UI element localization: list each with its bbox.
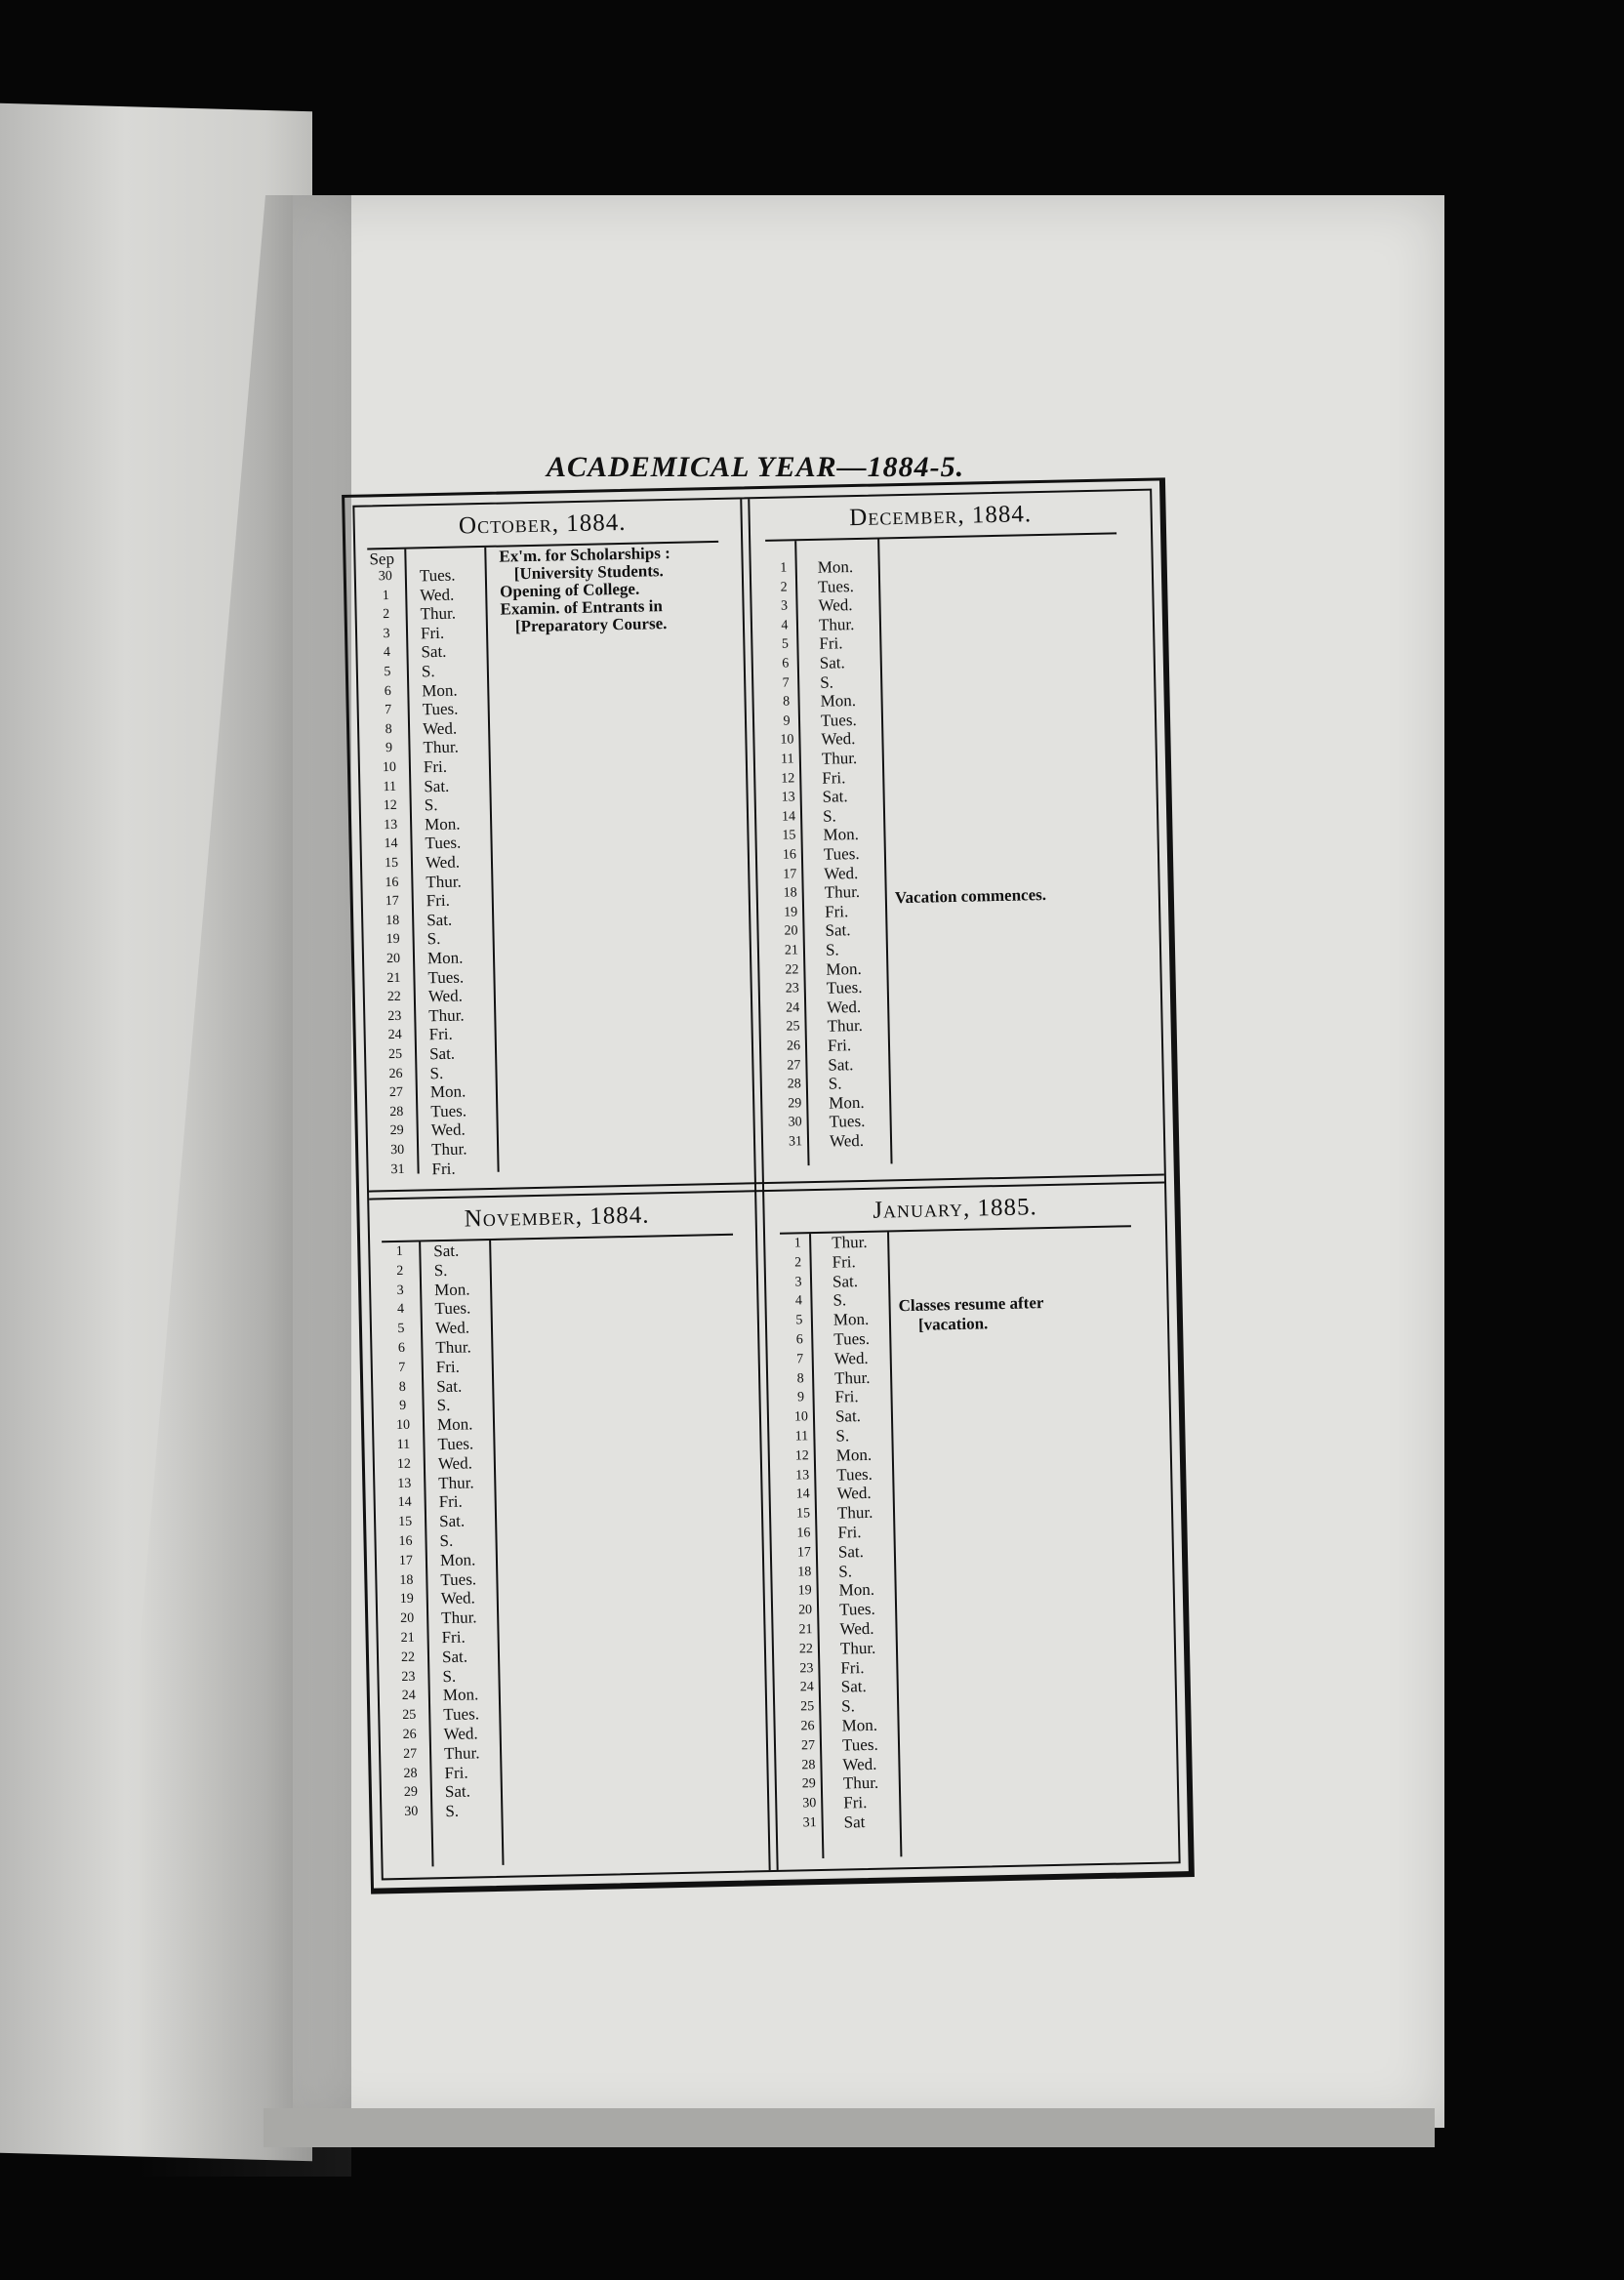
calendar-inner-frame (352, 489, 1180, 1881)
day-number: 25 (786, 1019, 800, 1035)
weekday-label: Sat. (828, 1054, 854, 1075)
weekday-label: Sat. (832, 1271, 859, 1291)
day-number: 10 (793, 1409, 809, 1425)
day-number: 28 (389, 1104, 404, 1120)
day-number: 20 (386, 951, 401, 967)
day-number: 22 (400, 1649, 416, 1665)
day-number: 16 (782, 847, 797, 863)
day-number: 19 (797, 1583, 812, 1599)
day-number: 4 (396, 1302, 405, 1318)
day-number: 28 (801, 1757, 816, 1773)
weekday-label: Wed. (434, 1318, 470, 1338)
day-number: 1 (382, 588, 389, 603)
day-number: 30 (788, 1115, 802, 1130)
weekday-label: Mon. (838, 1580, 875, 1600)
weekday-label: S. (442, 1666, 457, 1686)
weekday-label: Fri. (819, 633, 843, 654)
day-number: 6 (782, 656, 790, 672)
note-line: Vacation commences. (894, 884, 1047, 908)
weekday-label: Thur. (438, 1472, 474, 1492)
weekday-label: Sat (843, 1812, 866, 1832)
weekday-label: Tues. (422, 699, 459, 719)
day-number: 12 (794, 1447, 809, 1464)
day-number: 12 (396, 1456, 412, 1472)
day-number: 14 (781, 809, 796, 825)
weekday-label: Thur. (428, 1005, 465, 1026)
weekday-label: Wed. (443, 1724, 478, 1744)
weekday-label: Thur. (430, 1139, 467, 1160)
weekday-label: Tues. (836, 1464, 873, 1485)
day-number: 14 (397, 1495, 412, 1511)
weekday-label: Fri. (444, 1763, 468, 1782)
weekday-label: S. (426, 929, 441, 949)
weekday-label: S. (825, 940, 839, 959)
weekday-label: Mon. (829, 1092, 865, 1113)
month-november (371, 1195, 755, 1876)
note-line: [Preparatory Course. (514, 614, 668, 636)
day-number: 25 (387, 1046, 403, 1063)
day-number: 29 (801, 1776, 817, 1792)
weekday-label: Thur. (821, 748, 858, 768)
day-number: 28 (787, 1077, 801, 1092)
weekday-label: Tues. (443, 1704, 480, 1725)
weekday-label: S. (436, 1396, 451, 1415)
day-number: 22 (785, 961, 799, 978)
weekday-label: Mon. (826, 958, 862, 979)
month-header-december: December, 1884. (764, 493, 1116, 542)
day-number: 1 (793, 1236, 801, 1251)
page-bottom-edge (264, 2108, 1435, 2147)
day-number: 20 (797, 1603, 813, 1618)
weekday-label: Sat. (441, 1647, 468, 1666)
weekday-label: Thur. (443, 1743, 480, 1763)
day-number: 10 (382, 759, 397, 776)
day-number: 19 (386, 932, 400, 948)
day-number: 20 (400, 1610, 415, 1627)
weekday-label: Sat. (825, 920, 851, 941)
weekday-label: Wed. (826, 997, 862, 1017)
weekday-label: Wed. (818, 595, 853, 615)
weekday-label: Fri. (834, 1387, 859, 1407)
day-number: 3 (396, 1282, 404, 1298)
note-line: [University Students. (513, 561, 664, 584)
day-number: 7 (796, 1352, 804, 1367)
day-number: 3 (780, 598, 789, 614)
day-number: 19 (783, 905, 798, 920)
weekday-label: Tues. (437, 1434, 474, 1454)
day-number: 19 (399, 1592, 414, 1608)
day-number: 9 (398, 1399, 407, 1414)
day-number: 20 (784, 923, 798, 939)
day-number: 2 (780, 580, 788, 595)
day-number: 5 (781, 636, 790, 652)
column-rule (484, 548, 499, 1172)
weekday-label: Mon. (433, 1280, 470, 1299)
day-number: 10 (395, 1417, 411, 1434)
day-number: 6 (384, 683, 391, 699)
weekday-label: Tues. (434, 1298, 471, 1319)
day-number: 31 (802, 1815, 817, 1831)
day-number: 13 (397, 1476, 412, 1491)
weekday-label: Wed. (422, 718, 458, 739)
weekday-label: Wed. (842, 1754, 877, 1774)
weekday-label: Sat. (444, 1781, 471, 1802)
day-number: 4 (781, 618, 789, 633)
day-number: 29 (389, 1123, 404, 1139)
day-number: 21 (386, 970, 401, 986)
weekday-label: Wed. (833, 1348, 869, 1368)
day-number: 18 (797, 1564, 812, 1580)
day-number: 23 (799, 1660, 814, 1677)
column-rule (887, 1232, 902, 1856)
weekday-label: Tues. (817, 576, 855, 596)
weekday-label: Tues. (838, 1599, 876, 1619)
day-number: 15 (782, 828, 796, 844)
weekday-label: Fri. (843, 1793, 868, 1812)
weekday-label: S. (421, 662, 435, 681)
weekday-label: Wed. (430, 1120, 466, 1140)
day-number: 18 (386, 913, 400, 928)
day-number: 14 (795, 1486, 810, 1502)
month-header-october: October, 1884. (366, 502, 718, 550)
weekday-label: Sat. (426, 910, 453, 930)
day-number: 24 (401, 1689, 417, 1704)
day-number: 12 (781, 770, 795, 787)
weekday-label: Wed. (824, 863, 859, 883)
day-number: 7 (385, 703, 392, 718)
day-number: 27 (402, 1746, 418, 1762)
day-number: 26 (800, 1719, 815, 1734)
weekday-label: Fri. (438, 1492, 463, 1512)
weekday-label: Mon. (442, 1685, 479, 1705)
day-number: 2 (793, 1255, 802, 1271)
weekday-label: Mon. (835, 1445, 873, 1465)
day-number: 8 (398, 1379, 406, 1395)
month-header-november: November, 1884. (381, 1195, 733, 1243)
weekday-label: Wed. (440, 1588, 475, 1608)
weekday-label: S. (445, 1801, 460, 1821)
weekday-label: Sat. (421, 642, 447, 662)
weekday-label: Thur. (833, 1367, 871, 1388)
weekday-label: Fri. (431, 1159, 456, 1178)
day-number: 23 (401, 1669, 416, 1685)
weekday-label: Sat. (428, 1043, 456, 1064)
day-number: 6 (397, 1340, 406, 1356)
weekday-label: Tues. (826, 978, 863, 998)
note-line: Classes resume after (898, 1293, 1044, 1316)
weekday-label: Tues. (430, 1101, 467, 1121)
weekday-label: Tues. (427, 967, 465, 987)
weekday-label: S. (838, 1561, 853, 1581)
day-number: 13 (781, 790, 795, 805)
weekday-label: Mon. (817, 557, 854, 577)
day-number: 31 (390, 1161, 405, 1177)
day-number: 4 (383, 645, 391, 661)
day-number: 6 (795, 1332, 803, 1348)
day-number: 29 (788, 1096, 802, 1112)
note-line: Opening of College. (499, 579, 640, 601)
weekday-label: Mon. (823, 825, 860, 845)
weekday-label: Fri. (441, 1627, 466, 1648)
day-number: 16 (796, 1526, 811, 1541)
weekday-label: Mon. (841, 1715, 878, 1735)
note-line: Examin. of Entrants in (500, 596, 663, 619)
weekday-label: S. (828, 1074, 842, 1093)
weekday-label: S. (835, 1426, 850, 1445)
day-number: 11 (396, 1437, 411, 1453)
weekday-label: Mon. (436, 1414, 473, 1435)
day-number: 26 (388, 1066, 403, 1081)
day-number: 22 (386, 990, 402, 1005)
weekday-label: Mon. (439, 1550, 476, 1569)
weekday-label: S. (433, 1260, 448, 1280)
weekday-label: Thur. (836, 1503, 873, 1523)
day-number: 27 (388, 1085, 404, 1101)
day-number: 21 (784, 943, 799, 958)
day-number: 5 (795, 1313, 803, 1328)
day-number: 26 (786, 1038, 801, 1054)
day-number: 21 (400, 1630, 415, 1646)
day-number: 8 (385, 721, 392, 737)
weekday-label: Wed. (420, 585, 455, 604)
weekday-label: Mon. (429, 1081, 467, 1102)
weekday-label: S. (832, 1290, 847, 1311)
calendar-frame (342, 477, 1195, 1893)
weekday-label: Fri. (837, 1523, 862, 1542)
weekday-label: Wed. (821, 729, 856, 750)
page-title: ACADEMICAL YEAR—1884-5. (547, 451, 965, 483)
day-number: 29 (403, 1785, 419, 1801)
weekday-label: Sat. (436, 1376, 463, 1396)
day-number: 24 (786, 1000, 800, 1016)
day-number: 17 (796, 1544, 812, 1561)
weekday-label: Sat. (438, 1511, 466, 1531)
weekday-label: Thur. (824, 882, 861, 902)
weekday-label: Wed. (836, 1484, 872, 1503)
weekday-label: Thur. (842, 1773, 879, 1793)
weekday-label: Fri. (423, 756, 448, 777)
weekday-label: Wed. (437, 1453, 473, 1473)
day-number: 11 (780, 752, 794, 767)
day-number: 25 (402, 1707, 417, 1724)
day-number: 9 (385, 741, 393, 756)
weekday-label: Fri. (822, 767, 846, 788)
day-number: 13 (795, 1467, 810, 1484)
weekday-label: Mon. (820, 691, 857, 711)
day-number: 2 (383, 607, 390, 623)
day-number: 9 (796, 1390, 805, 1405)
weekday-label: Thur. (441, 1608, 477, 1628)
weekday-label: Tues. (425, 833, 462, 853)
day-number: 4 (794, 1293, 803, 1309)
day-number: 10 (780, 732, 794, 749)
day-number: 17 (385, 894, 399, 910)
day-number: 16 (385, 875, 399, 890)
weekday-label: Mon. (426, 948, 464, 968)
weekday-label: Fri. (426, 890, 451, 911)
day-number: 18 (783, 885, 797, 901)
weekday-label: Mon. (424, 814, 461, 835)
day-number: 7 (398, 1360, 406, 1375)
weekday-label: S. (424, 795, 438, 815)
weekday-label: Sat. (834, 1406, 862, 1426)
weekday-label: Fri. (840, 1657, 865, 1678)
day-number: 31 (788, 1134, 803, 1150)
day-number: 18 (399, 1572, 414, 1588)
day-number: 28 (403, 1766, 418, 1781)
weekday-label: S. (429, 1063, 444, 1082)
note-line: Ex'm. for Scholarships : (499, 543, 670, 566)
weekday-label: S. (439, 1530, 454, 1551)
day-number: 14 (384, 836, 398, 852)
day-number: 1 (395, 1243, 403, 1259)
day-number: 26 (402, 1727, 417, 1742)
day-number: 5 (384, 664, 391, 680)
weekday-label: Wed. (427, 986, 464, 1006)
note-line: [vacation. (917, 1314, 989, 1334)
day-number: 3 (794, 1274, 802, 1290)
month-october (356, 502, 741, 1183)
weekday-label: Tues. (829, 1112, 866, 1132)
weekday-label: Fri. (824, 902, 849, 921)
weekday-label: Tues. (823, 843, 860, 864)
day-number: 27 (800, 1737, 816, 1754)
day-number: 8 (782, 694, 791, 710)
day-number: 8 (796, 1370, 804, 1387)
day-number: 17 (398, 1553, 414, 1568)
day-number: 17 (783, 866, 797, 882)
weekday-label: Thur. (435, 1337, 471, 1358)
weekday-label: Fri. (428, 1025, 453, 1044)
day-number: 15 (397, 1514, 413, 1530)
day-number: 9 (783, 713, 791, 729)
weekday-label: Sat. (840, 1677, 867, 1696)
day-number: 23 (785, 981, 799, 997)
day-number: 23 (387, 1008, 402, 1024)
weekday-label: Thur. (426, 872, 462, 891)
weekday-label: Thur. (818, 614, 855, 634)
day-number: 30 (802, 1796, 817, 1812)
column-rule (489, 1241, 504, 1865)
weekday-label: Mon. (422, 680, 458, 700)
day-number: 15 (795, 1506, 811, 1522)
weekday-label: Tues. (833, 1328, 871, 1349)
weekday-label: Fri. (832, 1251, 856, 1272)
month-header-january: January, 1885. (779, 1186, 1131, 1235)
weekday-label: Thur. (420, 603, 457, 624)
weekday-label: Wed. (829, 1130, 865, 1151)
day-number: 11 (794, 1429, 809, 1445)
weekday-label: Sat. (433, 1241, 460, 1261)
day-number: 30 (404, 1804, 419, 1820)
weekday-label: Tues. (419, 565, 456, 586)
sep-label: Sep (369, 549, 395, 569)
weekday-label: Thur. (832, 1232, 868, 1252)
day-number: 24 (799, 1680, 814, 1695)
day-number: 11 (383, 779, 397, 794)
day-number: 15 (384, 855, 399, 872)
day-number: 22 (798, 1641, 814, 1657)
month-december (754, 493, 1139, 1174)
day-number: 5 (397, 1322, 405, 1337)
day-number: 30 (378, 568, 392, 585)
weekday-label: Fri. (420, 623, 445, 643)
weekday-label: Fri. (827, 1036, 852, 1055)
weekday-label: Tues. (440, 1568, 477, 1589)
day-number: 1 (780, 560, 788, 576)
weekday-label: Fri. (435, 1357, 461, 1376)
day-number: 30 (389, 1142, 405, 1159)
day-number: 13 (384, 817, 398, 833)
weekday-label: Thur. (423, 737, 460, 757)
day-number: 21 (798, 1622, 813, 1638)
day-number: 7 (782, 675, 790, 691)
day-number: 3 (383, 626, 390, 641)
day-number: 27 (787, 1057, 801, 1074)
weekday-label: Tues. (841, 1734, 878, 1755)
day-number: 12 (383, 798, 397, 814)
day-number: 24 (387, 1028, 402, 1043)
weekday-label: Wed. (425, 852, 461, 873)
weekday-label: Sat. (424, 776, 450, 795)
day-number: 2 (396, 1263, 404, 1279)
column-rule (877, 539, 892, 1163)
weekday-label: Thur. (827, 1016, 864, 1037)
weekday-label: S. (820, 672, 834, 692)
weekday-label: Sat. (837, 1541, 865, 1562)
weekday-label: Wed. (839, 1618, 874, 1639)
weekday-label: Mon. (832, 1310, 870, 1329)
weekday-label: S. (840, 1696, 856, 1716)
month-january (769, 1186, 1154, 1867)
day-number: 25 (800, 1699, 815, 1715)
weekday-label: Tues. (820, 710, 857, 730)
weekday-label: Thur. (839, 1638, 876, 1658)
day-number: 16 (398, 1533, 413, 1550)
weekday-label: S. (822, 806, 836, 826)
weekday-label: Sat. (819, 653, 845, 672)
weekday-label: Sat. (822, 787, 848, 806)
